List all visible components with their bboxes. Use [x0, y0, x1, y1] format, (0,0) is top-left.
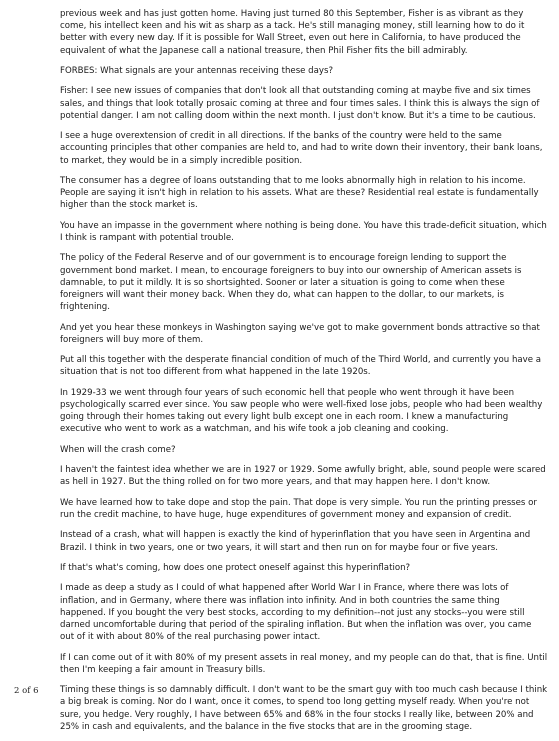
paragraph: We have learned how to take dope and stop the pain. That dope is very simple. You run the printing presses or run the credit machine, to have huge, huge expenditures of government money and expansion of credit.	[60, 497, 537, 520]
question-paragraph: If that's what's coming, how does one protect oneself against this hyperinflation?	[60, 562, 411, 573]
paragraph: Put all this together with the desperate financial condition of much of the Third World, and currently you have a situation that is not too different from what happened in the late 1920s.	[60, 355, 542, 378]
paragraph: Timing these things is so damnably difficult. I don't want to be the smart guy with too much cash because I think a big break is coming. Nor do I want, once it comes, to spend too long getting myself ready. When you're not sure, you hedge. Very roughly, I have between 65% and 68% in the four stocks I really like, between 20% and 25% in cash and equivalents, and the balance in the five stocks that are in the grooming stage.	[60, 685, 548, 732]
paragraph: I haven't the faintest idea whether we are in 1927 or 1929. Some awfully bright, able, sound people were scared as hell in 1927. But the thing rolled on for two more years, and that may happen here. I don't know.	[60, 465, 546, 488]
paragraph: The policy of the Federal Reserve and of our government is to encourage foreign lending to support the government bond market. I mean, to encourage foreigners to buy into our ownership of American assets is damnable, to put it mildly. It is so shortsighted. Sooner or later a situation is going to come when these foreigners will want their money back. When they do, what can happen to the dollar, to our markets, is frightening.	[60, 253, 522, 313]
paragraph: If I can come out of it with 80% of my present assets in real money, and my people can do that, that is fine. Until then I'm keeping a fair amount in Treasury bills.	[60, 652, 548, 675]
paragraph: The consumer has a degree of loans outstanding that to me looks abnormally high in relation to his income. People are saying it isn't high in relation to his assets. What are these? Residential real estate is fundamentally higher than the stock market is.	[60, 175, 539, 211]
question-paragraph: FORBES: What signals are your antennas receiving these days?	[60, 66, 334, 76]
paragraph: In 1929-33 we went through four years of such economic hell that people who went through it have been psychologically scarred ever since. You saw people who were well-fixed lose jobs, people who had been wealthy going through their homes taking out every light bulb except one in each room. I knew a manufacturing executive who went to work as a watchman, and his wife took a job cleaning and cooking.	[60, 387, 543, 435]
question-paragraph: When will the crash come?	[60, 444, 176, 455]
paragraph: I see a huge overextension of credit in all directions. If the banks of the country were held to the same accounting principles that other companies are held to, and had to write down their inventory, their bank loans, to market, they would be in a simply incredible position.	[60, 131, 543, 166]
paragraph: Instead of a crash, what will happen is exactly the kind of hyperinflation that you have seen in Argentina and Brazil. I think in two years, one or two years, it will start and then run on for maybe four or five years.	[60, 530, 531, 553]
page-number: 2 of 6	[14, 686, 39, 696]
paragraph: You have an impasse in the government where nothing is being done. You have this trade-deficit situation, which I think is rampant with potential trouble.	[60, 220, 547, 243]
article-body	[60, 8, 548, 741]
paragraph: I made as deep a study as I could of what happened after World War I in France, where there was lots of inflation, and in Germany, where there was inflation into infinity. And in both countries the same thing happened. If you bought the very best stocks, according to my definition--not just any stocks--you were still darned uncomfortable during that period of the spiraling inflation. But when the inflation was over, you came out of it with about 80% of the real purchasing power intact.	[60, 583, 532, 643]
paragraph: And yet you hear these monkeys in Washington saying we've got to make government bonds attractive so that foreigners will buy more of them.	[60, 322, 540, 345]
paragraph: previous week and has just gotten home. Having just turned 80 this September, Fisher is as vibrant as they come, his intellect keen and his wit as sharp as a tack. He's still managing money, still learning how to do it better with every new day. If it is possible for Wall Street, even out here in California, to have produced the equivalent of what the Japanese call a national treasure, then Phil Fisher fits the bill admirably.	[60, 9, 525, 56]
paragraph: Fisher: I see new issues of companies that don't look all that outstanding coming at maybe five and six times sales, and things that look totally prosaic coming at three and four times sales. I think this is always the sign of potential danger. I am not calling doom within the next month. I just don't know. But it's a time to be cautious.	[60, 86, 540, 121]
